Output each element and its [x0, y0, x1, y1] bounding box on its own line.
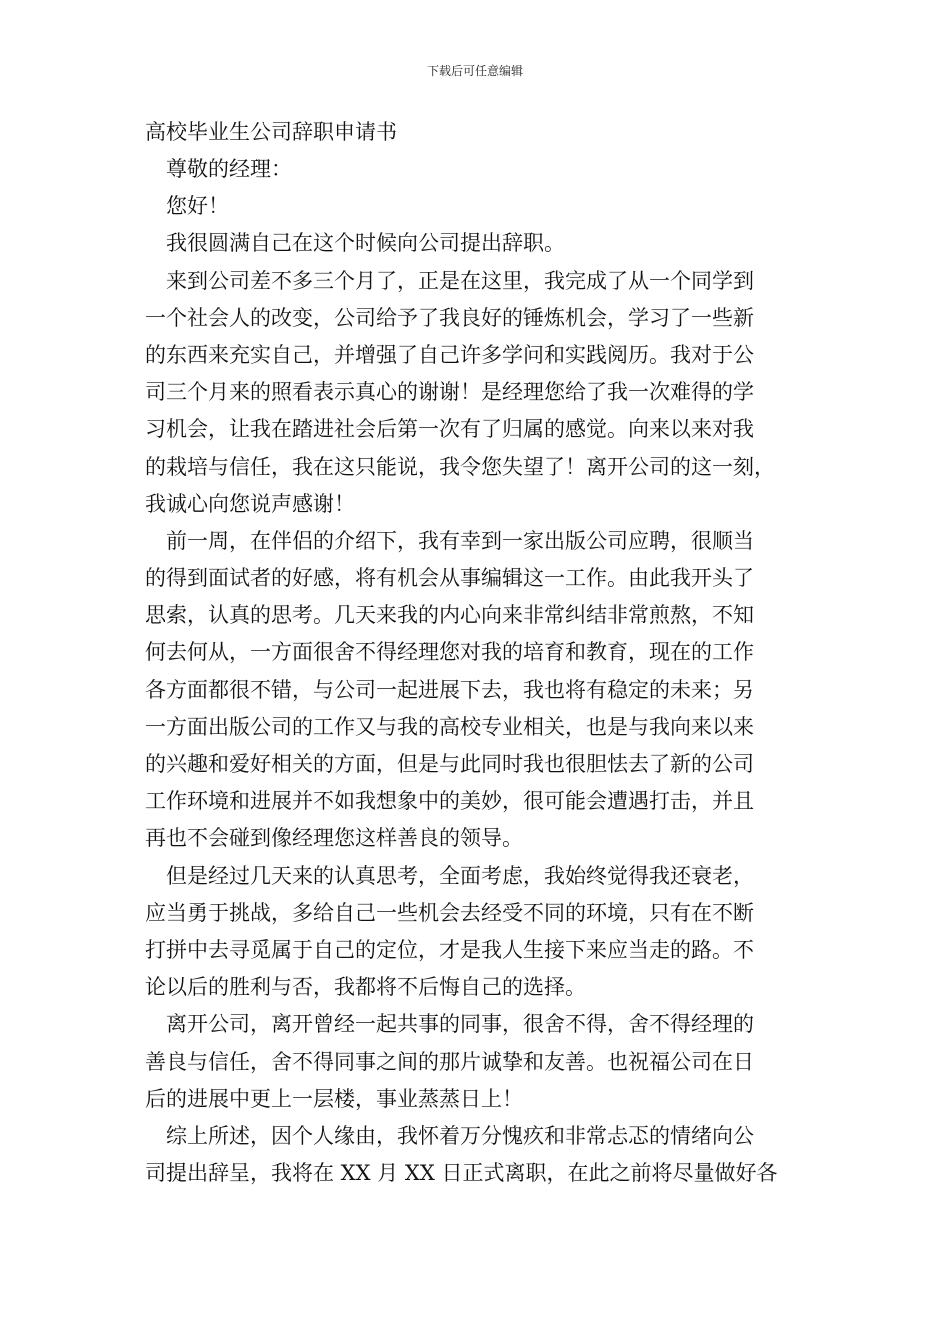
- text-line: 前一周，在伴侣的介绍下，我有幸到一家出版公司应聘，很顺当: [166, 528, 754, 553]
- text-line: 的东西来充实自己，并增强了自己许多学问和实践阅历。我对于公: [145, 342, 754, 367]
- text-line: 论以后的胜利与否，我都将不后悔自己的选择。: [145, 975, 586, 1000]
- text-line: 的栽培与信任，我在这只能说，我令您失望了！离开公司的这一刻，: [145, 454, 775, 479]
- text-line: 后的进展中更上一层楼，事业蒸蒸日上！: [145, 1086, 523, 1111]
- text-line: 习机会，让我在踏进社会后第一次有了归属的感觉。向来以来对我: [145, 417, 754, 442]
- text-line: 善良与信任，舍不得同事之间的那片诚挚和友善。也祝福公司在日: [145, 1049, 754, 1074]
- text-line: 但是经过几天来的认真思考，全面考虑，我始终觉得我还衰老，: [166, 863, 754, 888]
- text-line: 何去何从，一方面很舍不得经理您对我的培育和教育，现在的工作: [145, 640, 754, 665]
- text-line: 您好！: [166, 194, 229, 219]
- page-header-note: 下载后可任意编辑: [426, 64, 523, 78]
- text-line: 司三个月来的照看表示真心的谢谢！是经理您给了我一次难得的学: [145, 380, 754, 405]
- text-line: 应当勇于挑战，多给自己一些机会去经受不同的环境，只有在不断: [145, 900, 754, 925]
- text-line: 思索，认真的思考。几天来我的内心向来非常纠结非常煎熬，不知: [145, 603, 754, 628]
- text-line: 一个社会人的改变，公司给予了我良好的锤炼机会，学习了一些新: [145, 305, 754, 330]
- text-line: 综上所述，因个人缘由，我怀着万分愧疚和非常忐忑的情绪向公: [166, 1123, 754, 1148]
- document-title: 高校毕业生公司辞职申请书: [145, 120, 397, 144]
- text-line: 我很圆满自己在这个时候向公司提出辞职。: [166, 231, 565, 256]
- text-line: 工作环境和进展并不如我想象中的美妙，很可能会遭遇打击，并且: [145, 789, 754, 814]
- text-line: 打拼中去寻觅属于自己的定位，才是我人生接下来应当走的路。不: [145, 937, 754, 962]
- text-line: 再也不会碰到像经理您这样善良的领导。: [145, 826, 523, 851]
- text-line: 我诚心向您说声感谢！: [145, 491, 355, 516]
- text-line: 的兴趣和爱好相关的方面，但是与此同时我也很胆怯去了新的公司: [145, 752, 754, 776]
- text-line: 来到公司差不多三个月了，正是在这里，我完成了从一个同学到: [166, 268, 754, 293]
- document-lines: [145, 151, 825, 1192]
- text-line: 司提出辞呈，我将在 XX 月 XX 日正式离职，在此之前将尽量做好各: [145, 1161, 778, 1186]
- text-line: 的得到面试者的好感，将有机会从事编辑这一工作。由此我开头了: [145, 566, 754, 591]
- text-line: 各方面都很不错，与公司一起进展下去，我也将有稳定的未来；另: [145, 677, 754, 702]
- text-line: 离开公司，离开曾经一起共事的同事，很舍不得，舍不得经理的: [166, 1012, 754, 1037]
- text-line: 尊敬的经理：: [166, 157, 292, 181]
- document-body: [145, 114, 825, 1192]
- text-line: 一方面出版公司的工作又与我的高校专业相关，也是与我向来以来: [145, 714, 754, 739]
